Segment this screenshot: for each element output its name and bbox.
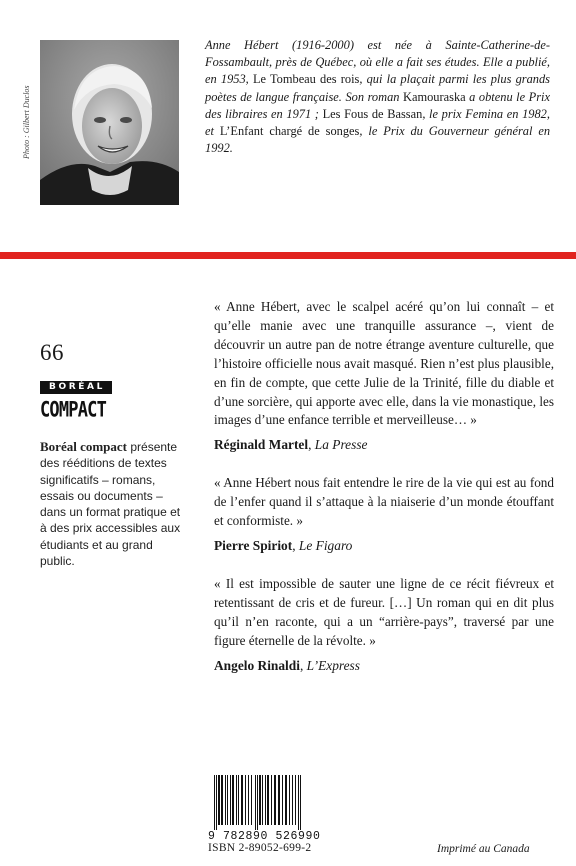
bio-text: a obtenu le Prix des libraires en 1971 ;: [205, 89, 550, 121]
collection-name: Boréal compact: [40, 439, 128, 454]
quote-block: [214, 575, 554, 675]
barcode-bar: [265, 775, 266, 825]
barcode-bar: [274, 775, 276, 825]
barcode-bar: [255, 775, 256, 830]
barcode-digits: 9 782890 526990: [208, 830, 321, 843]
isbn: ISBN 2-89052-699-2: [208, 842, 312, 854]
quote-text: « Il est impossible de sauter une ligne de ce récit fiévreux et retentissant de cris et de fureur. […] Un roman qui en dit plus qu’il n’en raconte, qui a un “arrière-pays”, traversé par une figure éternelle de la révolte. »: [214, 576, 554, 648]
quote-text: « Anne Hébert, avec le scalpel acéré qu’on lui connaît – et qu’elle manie avec une tranquille assurance –, vient de découvrir un autre pan de notre étrange aventure culturelle, que l’histoire officielle nous avait masqué. Rien n’est plus plausible, en fin de compte, que cette Julie de la Trinité, fille du diable et d’une sorcière, qui apporte avec elle, dans la vie monastique, les images d’une enfance terrible et merveilleuse… »: [214, 299, 554, 428]
barcode-bar: [245, 775, 246, 825]
photo-credit: Photo : Gilbert Duclos: [22, 85, 31, 159]
bio-title: Le Tombeau des rois: [252, 72, 360, 87]
barcode-bars: [208, 775, 346, 830]
collection-number: 66: [40, 340, 64, 365]
barcode-bar: [257, 775, 258, 830]
barcode-bar: [285, 775, 287, 825]
barcode-bar: [230, 775, 231, 825]
bio-title: L’Enfant chargé de songes: [219, 124, 360, 139]
barcode-bar: [241, 775, 243, 825]
barcode: [208, 775, 346, 845]
quote-source: Le Figaro: [298, 538, 353, 554]
barcode-bar: [225, 775, 226, 825]
bio-text: , le Prix du Gouverneur général en 1992.: [205, 124, 551, 156]
author-biography: [205, 37, 550, 157]
logo-top: BORÉAL: [40, 381, 112, 394]
bio-title: Kamouraska: [403, 89, 466, 104]
quote-attribution: Réginald Martel, La Presse: [214, 437, 368, 453]
author-portrait: [40, 40, 179, 205]
red-divider: [0, 252, 576, 259]
barcode-bar: [238, 775, 239, 825]
barcode-bar: [259, 775, 261, 825]
barcode-bar: [251, 775, 252, 825]
barcode-bar: [236, 775, 237, 825]
barcode-bar: [282, 775, 283, 825]
quote-attribution: Angelo Rinaldi, L’Express: [214, 657, 360, 673]
barcode-bar: [289, 775, 290, 825]
quote-author: Angelo Rinaldi: [214, 657, 300, 673]
barcode-bar: [227, 775, 228, 825]
barcode-bar: [262, 775, 263, 825]
quote-author: Pierre Spiriot: [214, 538, 293, 554]
press-quotes: [214, 298, 554, 695]
quote-block: [214, 298, 554, 454]
barcode-bar: [298, 775, 299, 830]
collection-description-text: présente des rééditions de textes significatifs – romans, essais ou documents – dans un format pratique et à des prix accessibles aux étudiants et au grand public.: [40, 440, 181, 569]
barcode-bar: [300, 775, 301, 830]
bio-text: , le prix Femina en 1982, et: [205, 106, 550, 139]
bio-text: , qui la plaçait parmi les plus grands poètes de langue française. Son roman: [205, 72, 550, 104]
barcode-bar: [214, 775, 215, 830]
quote-author: Réginald Martel: [214, 437, 309, 453]
barcode-bar: [292, 775, 293, 825]
quote-source: La Presse: [314, 437, 368, 453]
barcode-bar: [248, 775, 249, 825]
quote-source: L’Express: [306, 657, 360, 673]
barcode-bar: [218, 775, 220, 825]
barcode-bar: [278, 775, 280, 825]
quote-attribution: Pierre Spiriot, Le Figaro: [214, 538, 353, 554]
quote-block: [214, 474, 554, 555]
barcode-bar: [232, 775, 234, 825]
printed-in: Imprimé au Canada: [437, 843, 530, 855]
barcode-bar: [221, 775, 223, 825]
barcode-bar: [267, 775, 269, 825]
barcode-bar: [295, 775, 296, 825]
bio-text: Anne Hébert (1916-2000) est née à Sainte-Catherine-de-Fossambault, près de Québec, où elle a fait ses études. Elle a publié, en 1953,: [205, 38, 550, 87]
collection-description: [40, 439, 184, 569]
barcode-bar: [271, 775, 272, 825]
quote-text: « Anne Hébert nous fait entendre le rire de la vie qui est au fond de l’enfer quand il s’attaque à la niaiserie d’un monde étouffant et conformiste. »: [214, 475, 554, 529]
boreal-compact-logo: [40, 381, 112, 423]
barcode-bar: [216, 775, 217, 830]
bio-title: Les Fous de Bassan: [322, 106, 423, 121]
logo-bottom: COMPACT: [40, 397, 107, 423]
